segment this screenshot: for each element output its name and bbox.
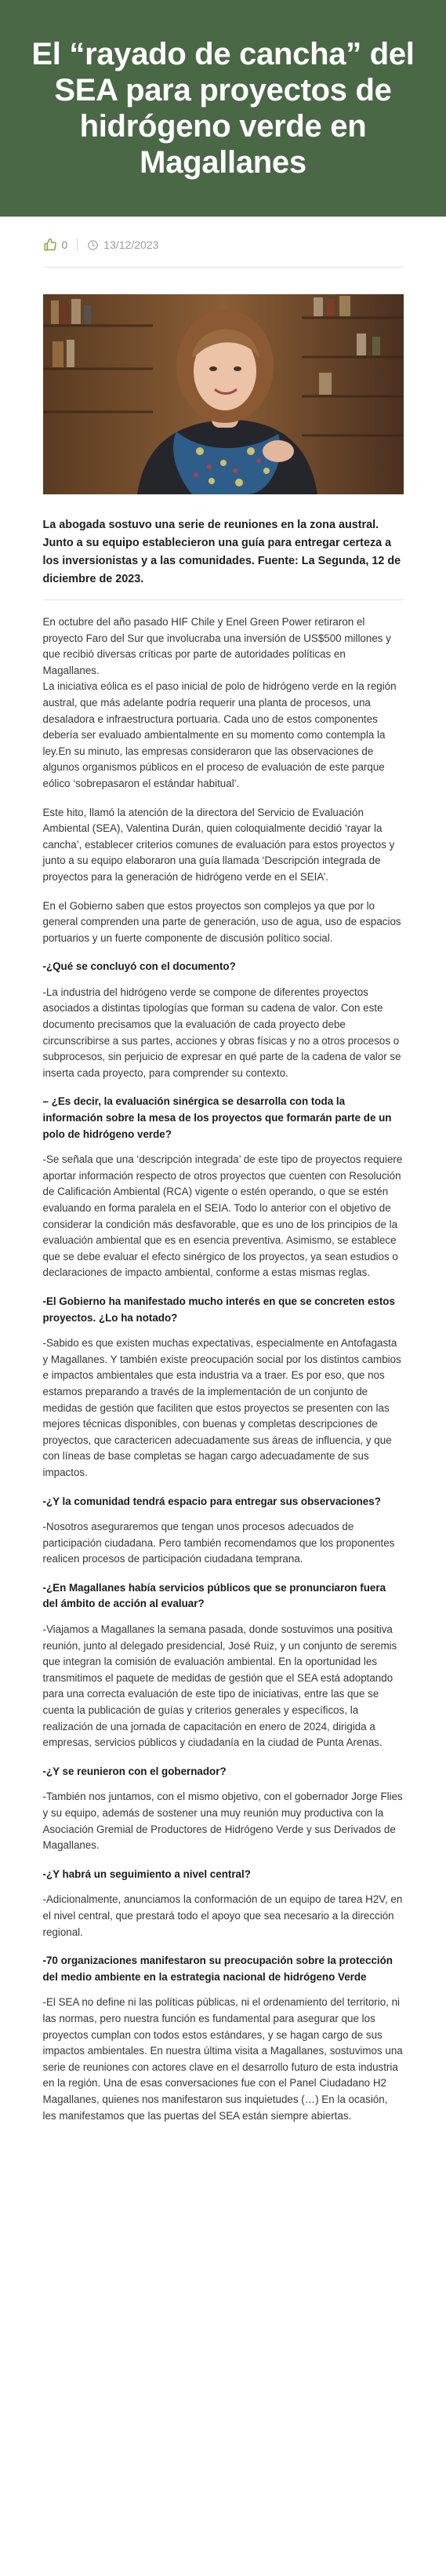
like-count: 0: [61, 239, 68, 251]
interview-question: -¿Y la comunidad tendrá espacio para entregar sus observaciones?: [42, 1495, 381, 1507]
interview-question: – ¿Es decir, la evaluación sinérgica se desarrolla con toda la información sobre la mesa de los proyectos que formarán parte de un polo de hidrógeno verde?: [42, 1095, 392, 1140]
body-paragraph: La iniciativa eólica es el paso inicial de polo de hidrógeno verde en la región austral, que más adelante podría requerir una planta de procesos, una desaladora e infraestructura portuaria. Cada uno de estos componentes debería ser evaluado ambientalmente en su momento como contempla la ley.En su minuto, las empresas consideraron que las observaciones de algunos organismos públicos en el proceso de evaluación de este parque eólico ‘sobrepasaron el estándar habitual’.: [42, 680, 397, 789]
interview-answer: -La industria del hidrógeno verde se compone de diferentes proyectos asociados a distintas tipologías que forman su cadena de valor. Con este documento precisamos que la evaluación de cada proyecto debe circunscribirse a sus partes, acciones y obras físicas y no a otros procesos o subprocesos, sin perjuicio de expresar en qué parte de la cadena de valor se inserta cada proyecto, para comprender su contexto.: [42, 986, 401, 1079]
date-text: 13/12/2023: [103, 239, 159, 251]
interview-answer: -Se señala que una ‘descripción integrada’ de este tipo de proyectos requiere aportar información respecto de otros proyectos que cuenten con Resolución de Calificación Ambiental (RCA) vigente o estén operando, o que se estén evaluando en forma paralela en el SEIA. Todo lo anterior con el objetivo de considerar la condición más desfavorable, que es uno de los principios de la evaluación ambiental que es en esencia preventiva. Asimismo, se establece que se debe evaluar el efecto sinérgico de los proyectos, ya sean estudios o declaraciones de impacto ambiental, conforme a estas mismas reglas.: [42, 1153, 403, 1279]
portrait-illustration: [43, 294, 404, 494]
thumbs-up-icon: [43, 238, 57, 252]
interview-answer: -El SEA no define ni las políticas públicas, ni el ordenamiento del territorio, ni las normas, pero nuestra función es fundamental para asegurar que los proyectos cumplan con todos estos estándares, y se hagan cargo de sus impactos ambientales. En nuestra última visita a Magallanes, sostuvimos una serie de reuniones con actores clave en el desarrollo futuro de esta industria en la región. Una de esas conversaciones fue con el Panel Ciudadano H2 Magallanes, quienes nos manifestaron sus inquietudes (…) En la ocasión, les manifestamos que las puertas del SEA están siempre abiertas.: [42, 1996, 403, 2122]
interview-question: -¿Y habrá un seguimiento a nivel central?: [42, 1867, 251, 1880]
hero-banner: [0, 0, 446, 217]
clock-icon: [87, 239, 99, 251]
interview-question: -El Gobierno ha manifestado mucho interés en que se concreten estos proyectos. ¿Lo ha notado?: [42, 1295, 395, 1324]
interview-question: -70 organizaciones manifestaron su preocupación sobre la protección del medio ambiente en la estrategia nacional de hidrógeno Verde: [42, 1955, 393, 1983]
interview-answer: -Sabido es que existen muchas expectativas, especialmente en Antofagasta y Magallanes. Y también existe preocupación social por los distintos cambios e impactos ambientales que esta industria va a traer. Es por eso, que nos estamos preparando a través de la implementación de un conjunto de medidas de gestión que faciliten que estos proyectos se presenten con las mejores técnicas disponibles, con buenas y completas descripciones de proyectos, que caractericen adecuadamente sus áreas de influencia, y que con líneas de base completas se hagan cargo adecuadamente de sus impactos.: [42, 1337, 401, 1478]
article-photo: [43, 294, 404, 494]
interview-question: -¿En Magallanes había servicios públicos que se pronunciaron fuera del ámbito de acción al evaluar?: [42, 1581, 386, 1610]
publish-date: [87, 239, 158, 251]
meta-separator: [77, 239, 78, 251]
interview-answer: -También nos juntamos, con el mismo objetivo, con el gobernador Jorge Flies y su equipo, además de sostener una muy reunión muy productiva con la Asociación Gremial de Productores de Hidrógeno Verde y sus Derivados de Magallanes.: [42, 1791, 403, 1852]
article-body: [43, 614, 404, 2124]
interview-answer: -Nosotros aseguraremos que tengan unos procesos adecuados de participación ciudadana. Pero también recomendamos que los proponentes realicen procesos de participación ciudadana temprana.: [42, 1521, 395, 1565]
interview-answer: -Adicionalmente, anunciamos la conformación de un equipo de tarea H2V, en el nivel central, que prestará todo el apoyo que sea necesario a la dirección regional.: [42, 1893, 403, 1938]
article-container: [43, 229, 404, 2124]
body-paragraph: En el Gobierno saben que estos proyectos son complejos ya que por lo general comprenden una parte de generación, uso de agua, uso de espacios portuarios y un fuerte componente de discusión político social.: [42, 899, 401, 944]
body-paragraph: En octubre del año pasado HIF Chile y Enel Green Power retiraron el proyecto Faro del Sur que involucraba una inversión de US$500 millones y que recibió diversas críticas por parte de autoridades políticas en Magallanes.: [42, 616, 391, 676]
interview-question: -¿Y se reunieron con el gobernador?: [42, 1765, 227, 1777]
interview-question: -¿Qué se concluyó con el documento?: [42, 960, 236, 973]
body-paragraph: Este hito, llamó la atención de la directora del Servicio de Evaluación Ambiental (SEA), Valentina Durán, quien coloquialmente decidió ‘rayar la cancha’, establecer criterios comunes de evaluación para estos proyectos y junto a su equipo elaboraron una guía llamada ‘Descripción integrada de proyectos para la generación de hidrógeno verde en el SEIA’.: [42, 806, 395, 883]
lead-divider: [43, 599, 404, 600]
article-meta: [43, 229, 404, 261]
interview-answer: -Viajamos a Magallanes la semana pasada, donde sostuvimos una positiva reunión, junto al delegado presidencial, José Ruiz, y un conjunto de seremis que integran la comisión de evaluación ambiental. En la oportunidad les transmitimos el paquete de medidas de gestión que el SEA está adoptando para una correcta evaluación de este tipo de iniciativas, entre las que se cuenta la publicación de guías y criterios generales y específicos, la realización de una jornada de capacitación en enero de 2024, dirigida a empresas, servicios públicos y ciudadanía en la ciudad de Punta Arenas.: [42, 1623, 397, 1749]
like-button[interactable]: [43, 238, 68, 252]
meta-divider: [43, 267, 404, 268]
article-title: El “rayado de cancha” del SEA para proyectos de hidrógeno verde en Magallanes: [31, 37, 415, 180]
article-lead: La abogada sostuvo una serie de reuniones en la zona austral. Junto a su equipo establecieron una guía para entregar certeza a los inversionistas y a las comunidades. Fuente: La Segunda, 12 de diciembre de 2023.: [42, 519, 401, 585]
